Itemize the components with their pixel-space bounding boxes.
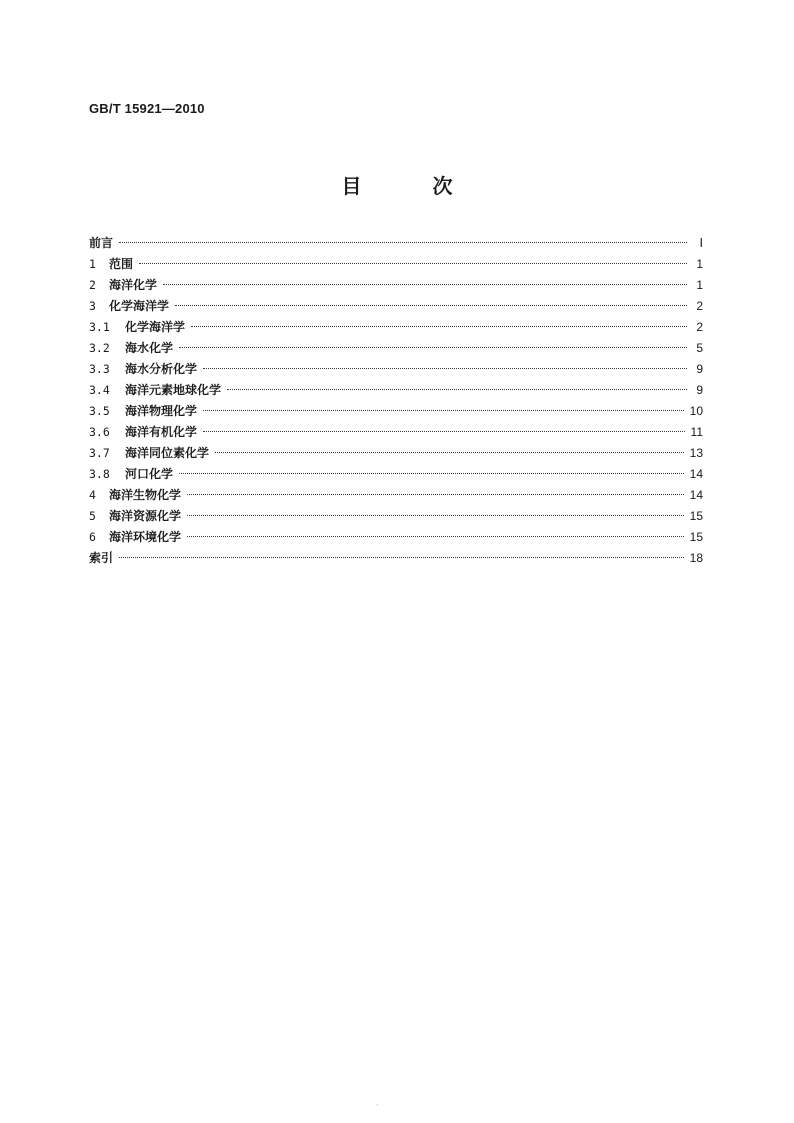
dot-leader bbox=[203, 431, 685, 432]
toc-entry[interactable] bbox=[89, 254, 703, 275]
dot-leader bbox=[227, 389, 687, 390]
toc-entry-page: 14 bbox=[689, 488, 703, 502]
toc-entry-label: 化学海洋学 bbox=[109, 299, 170, 313]
dot-leader bbox=[215, 452, 684, 453]
toc-entry-page: 9 bbox=[696, 362, 703, 376]
toc-entry-label: 海洋资源化学 bbox=[109, 509, 182, 523]
page-title: 目 次 bbox=[341, 174, 485, 198]
toc-entry-page: 9 bbox=[696, 383, 703, 397]
toc-entry-page: 10 bbox=[689, 404, 703, 418]
toc-entry[interactable] bbox=[89, 506, 703, 527]
toc-entry[interactable] bbox=[89, 485, 703, 506]
toc-entry[interactable] bbox=[89, 380, 703, 401]
dot-leader bbox=[163, 284, 687, 285]
toc-entry-number: 3.1 bbox=[89, 320, 110, 334]
toc-entry-label: 海洋元素地球化学 bbox=[125, 383, 222, 397]
dot-leader bbox=[187, 515, 684, 516]
toc-entry[interactable] bbox=[89, 548, 703, 569]
toc-entry[interactable] bbox=[89, 359, 703, 380]
toc-entry-label: 范围 bbox=[109, 257, 134, 271]
toc-entry[interactable] bbox=[89, 464, 703, 485]
toc-entry-label: 海水分析化学 bbox=[125, 362, 198, 376]
toc-entry-number: 3.6 bbox=[89, 425, 110, 439]
toc-entry-page: 13 bbox=[689, 446, 703, 460]
toc-entry-page: 14 bbox=[689, 467, 703, 481]
toc-entry[interactable] bbox=[89, 317, 703, 338]
toc-entry[interactable] bbox=[89, 527, 703, 548]
toc-entry-page: 2 bbox=[696, 299, 703, 313]
toc-entry-number: 3.3 bbox=[89, 362, 110, 376]
toc-entry-number: 3.2 bbox=[89, 341, 110, 355]
toc-entry[interactable] bbox=[89, 422, 703, 443]
dot-leader bbox=[139, 263, 687, 264]
toc-entry-page: 2 bbox=[696, 320, 703, 334]
toc-entry-number: 1 bbox=[89, 257, 96, 271]
toc-entry-number: 3.8 bbox=[89, 467, 110, 481]
toc-entry-number: 4 bbox=[89, 488, 96, 502]
toc-entry-page: 18 bbox=[689, 551, 703, 565]
toc-entry-number: 6 bbox=[89, 530, 96, 544]
toc-entry-page: 15 bbox=[689, 530, 703, 544]
toc-entry[interactable] bbox=[89, 338, 703, 359]
toc-entry-number: 3.7 bbox=[89, 446, 110, 460]
toc-entry-page: 11 bbox=[690, 425, 703, 439]
toc-entry-number: 3 bbox=[89, 299, 96, 313]
toc-entry-label: 化学海洋学 bbox=[125, 320, 186, 334]
toc-entry[interactable] bbox=[89, 443, 703, 464]
dot-leader bbox=[179, 347, 687, 348]
toc-entry-label: 海洋有机化学 bbox=[125, 425, 198, 439]
toc-entry-number: 3.4 bbox=[89, 383, 110, 397]
toc-entry[interactable] bbox=[89, 401, 703, 422]
toc-entry-number: 2 bbox=[89, 278, 96, 292]
toc-entry-label: 海洋物理化学 bbox=[125, 404, 198, 418]
toc-entry-page: 15 bbox=[689, 509, 703, 523]
toc-entry-label: 海水化学 bbox=[125, 341, 174, 355]
dot-leader bbox=[179, 473, 684, 474]
dot-leader bbox=[203, 368, 687, 369]
toc-entry[interactable] bbox=[89, 296, 703, 317]
toc-entry-page: 1 bbox=[696, 278, 703, 292]
dot-leader bbox=[119, 242, 687, 243]
toc-entry[interactable] bbox=[89, 233, 703, 254]
dot-leader bbox=[191, 326, 687, 327]
toc-entry-page: Ⅰ bbox=[699, 236, 703, 250]
toc-entry-number: 3.5 bbox=[89, 404, 110, 418]
toc-entry-label: 索引 bbox=[89, 551, 114, 565]
table-of-contents bbox=[89, 233, 703, 569]
toc-entry-label: 海洋化学 bbox=[109, 278, 158, 292]
toc-entry-number: 5 bbox=[89, 509, 96, 523]
toc-entry-label: 海洋生物化学 bbox=[109, 488, 182, 502]
toc-entry-label: 海洋同位素化学 bbox=[125, 446, 210, 460]
toc-entry-page: 1 bbox=[696, 257, 703, 271]
dot-leader bbox=[175, 305, 687, 306]
footer-mark: · bbox=[376, 1101, 379, 1110]
toc-entry-label: 海洋环境化学 bbox=[109, 530, 182, 544]
toc-entry-label: 河口化学 bbox=[125, 467, 174, 481]
dot-leader bbox=[203, 410, 684, 411]
toc-entry-label: 前言 bbox=[89, 236, 114, 250]
dot-leader bbox=[187, 536, 684, 537]
dot-leader bbox=[119, 557, 684, 558]
toc-entry[interactable] bbox=[89, 275, 703, 296]
toc-entry-page: 5 bbox=[696, 341, 703, 355]
dot-leader bbox=[187, 494, 684, 495]
standard-code: GB/T 15921—2010 bbox=[89, 101, 205, 116]
